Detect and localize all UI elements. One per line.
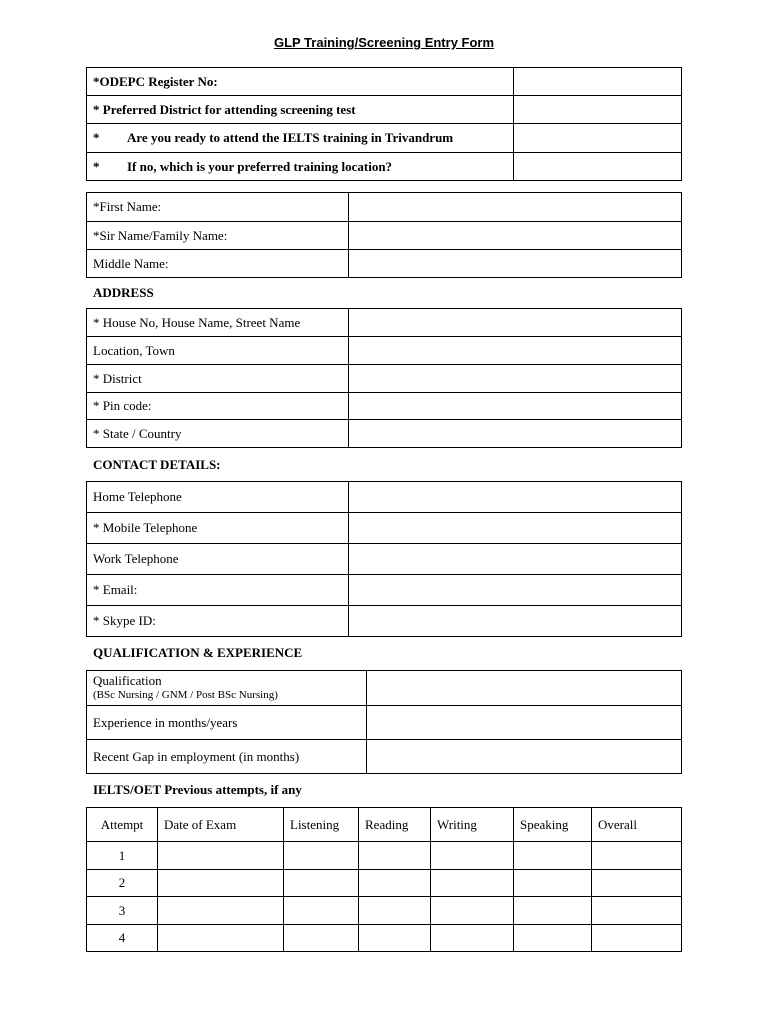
skype-id-label: * Skype ID: xyxy=(87,606,349,637)
writing-cell[interactable] xyxy=(431,897,514,925)
registration-table xyxy=(86,67,682,181)
state-country-field[interactable] xyxy=(349,420,682,448)
qualification-label-text: Qualification xyxy=(93,673,162,688)
middle-name-field[interactable] xyxy=(349,250,682,278)
location-town-label: Location, Town xyxy=(87,337,349,365)
address-heading: ADDRESS xyxy=(93,285,154,300)
table-row xyxy=(87,870,682,897)
name-table xyxy=(86,192,682,278)
reading-cell[interactable] xyxy=(359,842,431,870)
overall-cell[interactable] xyxy=(592,897,682,925)
employment-gap-field[interactable] xyxy=(367,740,682,774)
pin-code-field[interactable] xyxy=(349,393,682,420)
speaking-cell[interactable] xyxy=(514,842,592,870)
speaking-cell[interactable] xyxy=(514,925,592,952)
house-street-field[interactable] xyxy=(349,309,682,337)
family-name-label: *Sir Name/Family Name: xyxy=(87,222,349,250)
listening-cell[interactable] xyxy=(284,897,359,925)
table-row xyxy=(87,925,682,952)
preferred-location-field[interactable] xyxy=(514,153,682,181)
first-name-field[interactable] xyxy=(349,193,682,222)
overall-cell[interactable] xyxy=(592,842,682,870)
mobile-telephone-field[interactable] xyxy=(349,513,682,544)
listening-cell[interactable] xyxy=(284,925,359,952)
listening-cell[interactable] xyxy=(284,870,359,897)
work-telephone-field[interactable] xyxy=(349,544,682,575)
preferred-district-field[interactable] xyxy=(514,96,682,124)
date-of-exam-cell[interactable] xyxy=(158,925,284,952)
attempt-number: 4 xyxy=(87,925,158,952)
mobile-telephone-label: * Mobile Telephone xyxy=(87,513,349,544)
table-row xyxy=(87,897,682,925)
address-table xyxy=(86,308,682,448)
form-title: GLP Training/Screening Entry Form xyxy=(273,35,495,50)
employment-gap-label: Recent Gap in employment (in months) xyxy=(87,740,367,774)
table-row xyxy=(87,842,682,870)
qualification-options: (BSc Nursing / GNM / Post BSc Nursing) xyxy=(93,689,278,701)
family-name-field[interactable] xyxy=(349,222,682,250)
speaking-cell[interactable] xyxy=(514,870,592,897)
reading-cell[interactable] xyxy=(359,870,431,897)
qualification-label xyxy=(87,671,367,706)
house-street-label: * House No, House Name, Street Name xyxy=(87,309,349,337)
column-attempt: Attempt xyxy=(87,808,158,842)
home-telephone-field[interactable] xyxy=(349,482,682,513)
odepc-register-label: *ODEPC Register No: xyxy=(87,68,514,96)
column-speaking: Speaking xyxy=(514,808,592,842)
experience-field[interactable] xyxy=(367,706,682,740)
attempt-number: 2 xyxy=(87,870,158,897)
overall-cell[interactable] xyxy=(592,925,682,952)
attempt-number: 3 xyxy=(87,897,158,925)
district-label: * District xyxy=(87,365,349,393)
reading-cell[interactable] xyxy=(359,897,431,925)
writing-cell[interactable] xyxy=(431,925,514,952)
attempt-number: 1 xyxy=(87,842,158,870)
qualification-table xyxy=(86,670,682,774)
writing-cell[interactable] xyxy=(431,842,514,870)
state-country-label: * State / Country xyxy=(87,420,349,448)
district-field[interactable] xyxy=(349,365,682,393)
pin-code-label: * Pin code: xyxy=(87,393,349,420)
writing-cell[interactable] xyxy=(431,870,514,897)
skype-id-field[interactable] xyxy=(349,606,682,637)
work-telephone-label: Work Telephone xyxy=(87,544,349,575)
location-town-field[interactable] xyxy=(349,337,682,365)
email-field[interactable] xyxy=(349,575,682,606)
column-writing: Writing xyxy=(431,808,514,842)
date-of-exam-cell[interactable] xyxy=(158,897,284,925)
contact-heading: CONTACT DETAILS: xyxy=(93,457,221,472)
ielts-trivandrum-label: * Are you ready to attend the IELTS training in Trivandrum xyxy=(87,124,514,153)
ielts-attempts-table xyxy=(86,807,682,952)
preferred-location-label: * If no, which is your preferred training location? xyxy=(87,153,514,181)
experience-label: Experience in months/years xyxy=(87,706,367,740)
overall-cell[interactable] xyxy=(592,870,682,897)
column-date-of-exam: Date of Exam xyxy=(158,808,284,842)
email-label: * Email: xyxy=(87,575,349,606)
column-reading: Reading xyxy=(359,808,431,842)
home-telephone-label: Home Telephone xyxy=(87,482,349,513)
reading-cell[interactable] xyxy=(359,925,431,952)
qualification-heading: QUALIFICATION & EXPERIENCE xyxy=(93,645,303,660)
first-name-label: *First Name: xyxy=(87,193,349,222)
preferred-district-label: * Preferred District for attending screening test xyxy=(87,96,514,124)
date-of-exam-cell[interactable] xyxy=(158,842,284,870)
column-listening: Listening xyxy=(284,808,359,842)
odepc-register-field[interactable] xyxy=(514,68,682,96)
middle-name-label: Middle Name: xyxy=(87,250,349,278)
speaking-cell[interactable] xyxy=(514,897,592,925)
ielts-heading: IELTS/OET Previous attempts, if any xyxy=(93,782,302,797)
column-overall: Overall xyxy=(592,808,682,842)
date-of-exam-cell[interactable] xyxy=(158,870,284,897)
ielts-trivandrum-field[interactable] xyxy=(514,124,682,153)
contact-table xyxy=(86,481,682,637)
listening-cell[interactable] xyxy=(284,842,359,870)
qualification-field[interactable] xyxy=(367,671,682,706)
